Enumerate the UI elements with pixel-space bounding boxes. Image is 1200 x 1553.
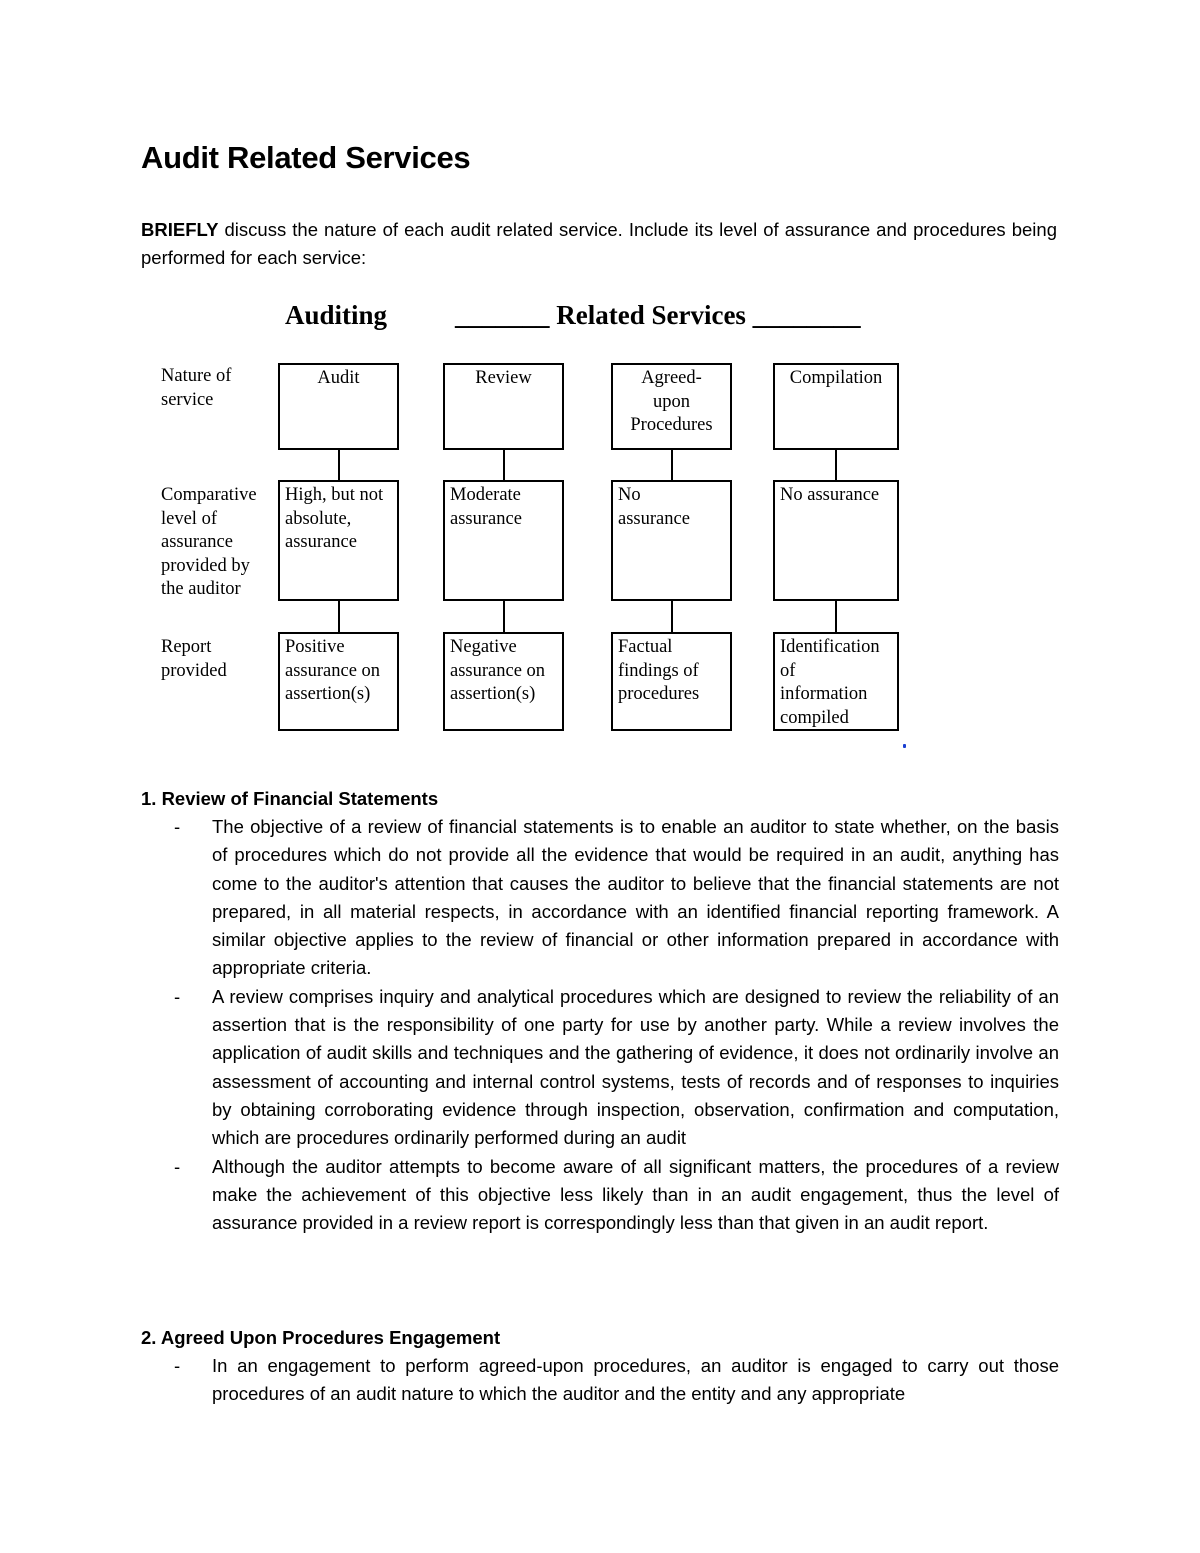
connector-line bbox=[503, 600, 505, 633]
diagram-title-auditing: Auditing bbox=[285, 300, 388, 330]
bullet-text: In an engagement to perform agreed-upon procedures, an auditor is engaged to carry out those procedures of an audit nature to which the auditor and the entity and any appropriate bbox=[212, 1355, 1059, 1405]
list-item: - In an engagement to perform agreed-upon procedures, an auditor is engaged to carry out those procedures of an audit nature to which the auditor and the entity and any appropriate bbox=[174, 1355, 1059, 1405]
row-label-report: Report provided bbox=[161, 637, 227, 681]
report-box-review: Negative assurance on assertion(s) bbox=[443, 632, 564, 731]
service-box-compilation: Compilation bbox=[773, 363, 899, 450]
bullet-text: Although the auditor attempts to become aware of all significant matters, the procedures of a review make the achievement of this objective less likely than in an audit engagement, thus the level of assurance provided in a review report is correspondingly less than that given in an audit report. bbox=[212, 1155, 1059, 1234]
bullet-text: A review comprises inquiry and analytical procedures which are designed to review the reliability of an assertion that is the responsibility of one party for use by another party. While a review involves the application of audit skills and techniques and the gathering of evidence, it does not ordinarily involve an assessment of accounting and internal control systems, tests of records and of responses to inquiries by obtaining corroborating evidence through inspection, observation, confirmation and computation, which are procedures ordinarily performed during an audit bbox=[212, 985, 1059, 1149]
intro-bold: BRIEFLY bbox=[141, 219, 219, 240]
report-box-audit: Positive assurance on assertion(s) bbox=[278, 632, 399, 731]
connector-line bbox=[338, 449, 340, 481]
bullet-text: The objective of a review of financial statements is to enable an auditor to state whether, on the basis of procedures which do not provide all the evidence that would be required in an audit, anything has come to the auditor's attention that causes the auditor to believe that the financial statements are not prepared, in all material respects, in accordance with an identified financial reporting framework. A similar objective applies to the review of financial or other information prepared in accordance with appropriate criteria. bbox=[212, 816, 1059, 979]
row-label-assurance: Comparative level of assurance provided by the auditor bbox=[161, 485, 257, 599]
connector-line bbox=[338, 600, 340, 633]
connector-line bbox=[503, 449, 505, 481]
section-review bbox=[141, 785, 1059, 1237]
services-diagram bbox=[0, 0, 1200, 760]
intro-text: discuss the nature of each audit related service. Include its level of assurance and procedures being performed for each service: bbox=[141, 219, 1057, 268]
connector-line bbox=[835, 449, 837, 481]
report-box-compilation: Identification of information compiled bbox=[773, 632, 899, 731]
connector-line bbox=[835, 600, 837, 633]
list-item: - The objective of a review of financial statements is to enable an auditor to state whether, on the basis of procedures which do not provide all the evidence that would be required in an audit, anything has come to the auditor's attention that causes the auditor to believe that the financial statements are not prepared, in all material respects, in accordance with an identified financial reporting framework. A similar objective applies to the review of financial or other information prepared in accordance with appropriate criteria. bbox=[174, 816, 1059, 979]
report-box-agreed-upon: Factual findings of procedures bbox=[611, 632, 732, 731]
connector-line bbox=[671, 600, 673, 633]
list-item: - A review comprises inquiry and analytical procedures which are designed to review the reliability of an assertion that is the responsibility of one party for use by another party. While a review involves the application of audit skills and techniques and the gathering of evidence, it does not ordinarily involve an assessment of accounting and internal control systems, tests of records and of responses to inquiries by obtaining corroborating evidence through inspection, observation, confirmation and computation, which are procedures ordinarily performed during an audit bbox=[174, 985, 1059, 1149]
service-box-audit: Audit bbox=[278, 363, 399, 450]
assurance-box-compilation: No assurance bbox=[773, 480, 899, 601]
diagram-title-related-services: _______ Related Services ________ bbox=[455, 300, 861, 330]
assurance-box-audit: High, but not absolute, assurance bbox=[278, 480, 399, 601]
bullet-list bbox=[141, 813, 1059, 1237]
section-heading: 2. Agreed Upon Procedures Engagement bbox=[141, 1327, 501, 1348]
bullet-list bbox=[141, 1352, 1059, 1409]
section-heading: 1. Review of Financial Statements bbox=[141, 788, 439, 809]
page-title: Audit Related Services bbox=[141, 140, 471, 175]
connector-line bbox=[671, 449, 673, 481]
stray-mark bbox=[903, 744, 906, 748]
list-item: - Although the auditor attempts to become aware of all significant matters, the procedures of a review make the achievement of this objective less likely than in an audit engagement, thus the level of assurance provided in a review report is correspondingly less than that given in an audit report. bbox=[174, 1155, 1059, 1234]
assurance-box-review: Moderate assurance bbox=[443, 480, 564, 601]
section-agreed-upon bbox=[141, 1324, 1059, 1409]
row-label-nature: Nature of service bbox=[161, 366, 232, 410]
service-box-agreed-upon: Agreed-upon Procedures bbox=[611, 363, 732, 450]
service-box-review: Review bbox=[443, 363, 564, 450]
assurance-box-agreed-upon: No assurance bbox=[611, 480, 732, 601]
